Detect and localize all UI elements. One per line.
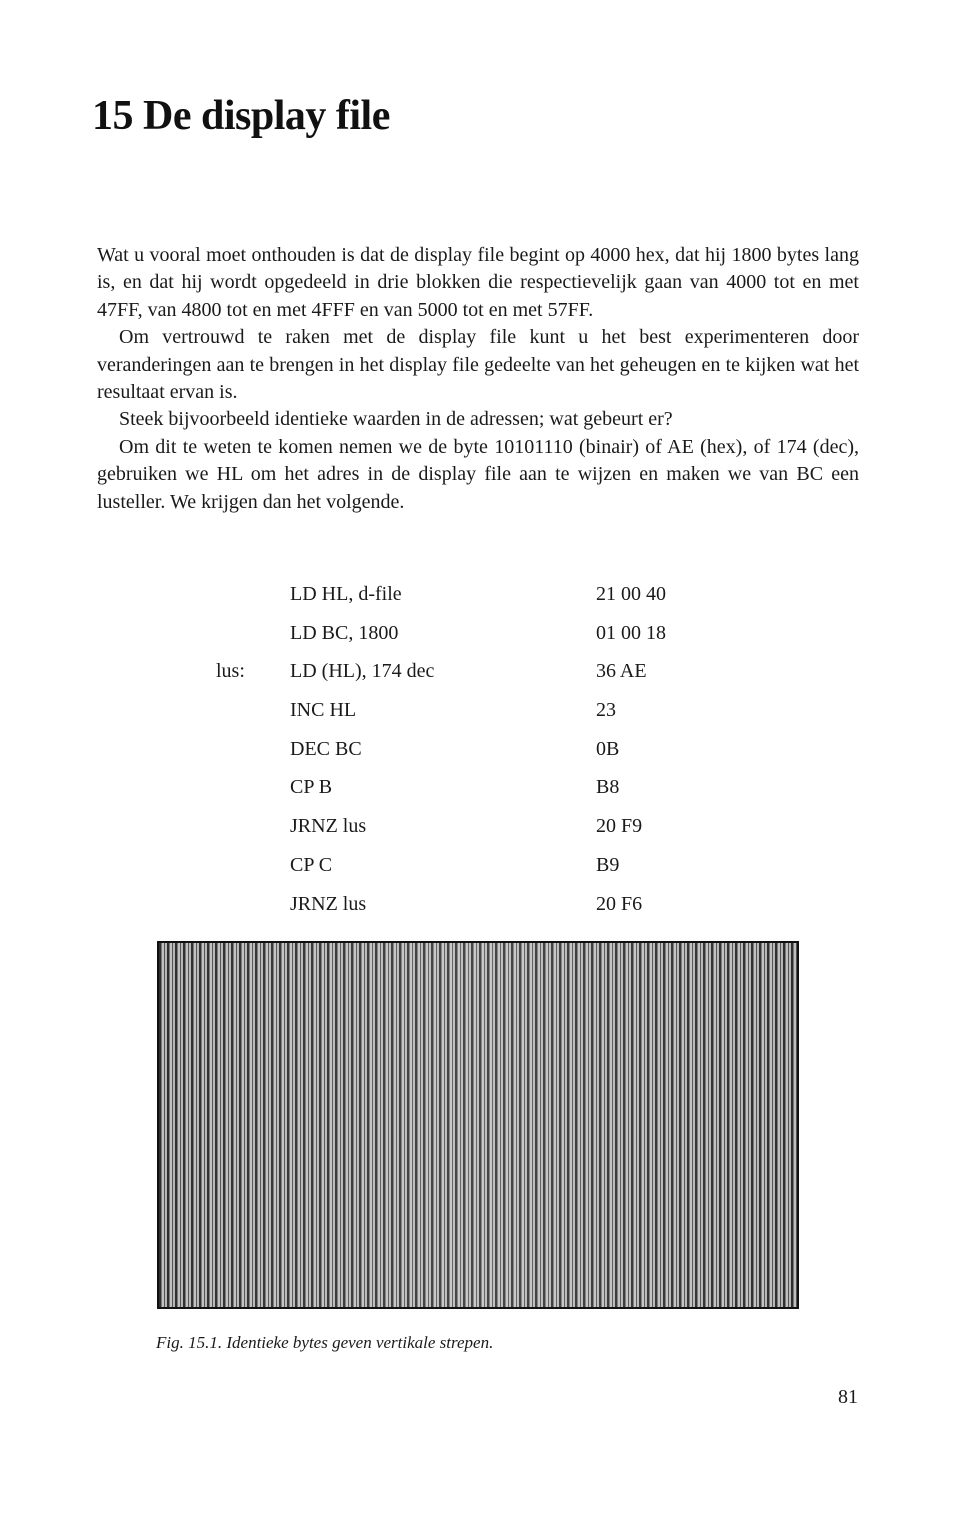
code-instruction: LD (HL), 174 dec [290, 660, 435, 683]
code-instruction: LD HL, d-file [290, 583, 402, 605]
screen-shading [159, 943, 797, 1307]
code-hex: B8 [596, 776, 620, 799]
paragraph: Om vertrouwd te raken met de display file kunt u het best experimenteren door veranderingen aan te brengen in het display file gedeelte van het geheugen en te kijken wat het resultaat ervan is. [97, 326, 859, 404]
paragraph: Steek bijvoorbeeld identieke waarden in de adressen; wat gebeurt er? [119, 408, 673, 431]
code-hex: 23 [596, 699, 616, 722]
code-row [0, 652, 970, 691]
code-instruction: DEC BC [290, 737, 362, 760]
code-hex: 20 F9 [596, 815, 643, 838]
body-text [97, 242, 859, 516]
figure-caption: Fig. 15.1. Identieke bytes geven vertikale strepen. [156, 1333, 494, 1352]
code-row [0, 768, 970, 807]
code-row [0, 807, 970, 846]
page-number: 81 [838, 1386, 858, 1408]
code-hex: B9 [596, 853, 620, 876]
code-instruction: CP B [290, 776, 333, 799]
code-label: lus: [216, 660, 245, 683]
paragraph: Om dit te weten te komen nemen we de byte 10101110 (binair) of AE (hex), of 174 (dec), gebruiken we HL om het adres in de display file aan te wijzen en maken we van BC een lusteller. We krijgen dan het volgende. [97, 435, 859, 513]
code-row [0, 846, 970, 885]
code-instruction: JRNZ lus [290, 815, 367, 838]
code-hex: 21 00 40 [596, 583, 666, 605]
code-instruction: JRNZ lus [290, 892, 367, 915]
code-row [0, 885, 970, 924]
code-row [0, 614, 970, 653]
code-instruction: LD BC, 1800 [290, 621, 399, 644]
code-instruction: INC HL [290, 699, 357, 722]
code-row [0, 575, 970, 614]
code-row [0, 730, 970, 769]
code-hex: 20 F6 [596, 892, 643, 915]
code-hex: 36 AE [596, 660, 647, 683]
code-instruction: CP C [290, 853, 333, 876]
paragraph: Wat u vooral moet onthouden is dat de display file begint op 4000 hex, dat hij 1800 bytes lang is, en dat hij wordt opgedeeld in drie blokken die respectievelijk gaan van 4000 tot en met 47FF, van 4800 tot en met 4FFF en van 5000 tot en met 57FF. [97, 244, 859, 321]
code-hex: 0B [596, 737, 620, 760]
code-listing [0, 575, 970, 923]
display-screenshot-figure [157, 941, 799, 1309]
code-hex: 01 00 18 [596, 621, 666, 644]
chapter-title: 15 De display file [92, 93, 390, 139]
code-row [0, 691, 970, 730]
